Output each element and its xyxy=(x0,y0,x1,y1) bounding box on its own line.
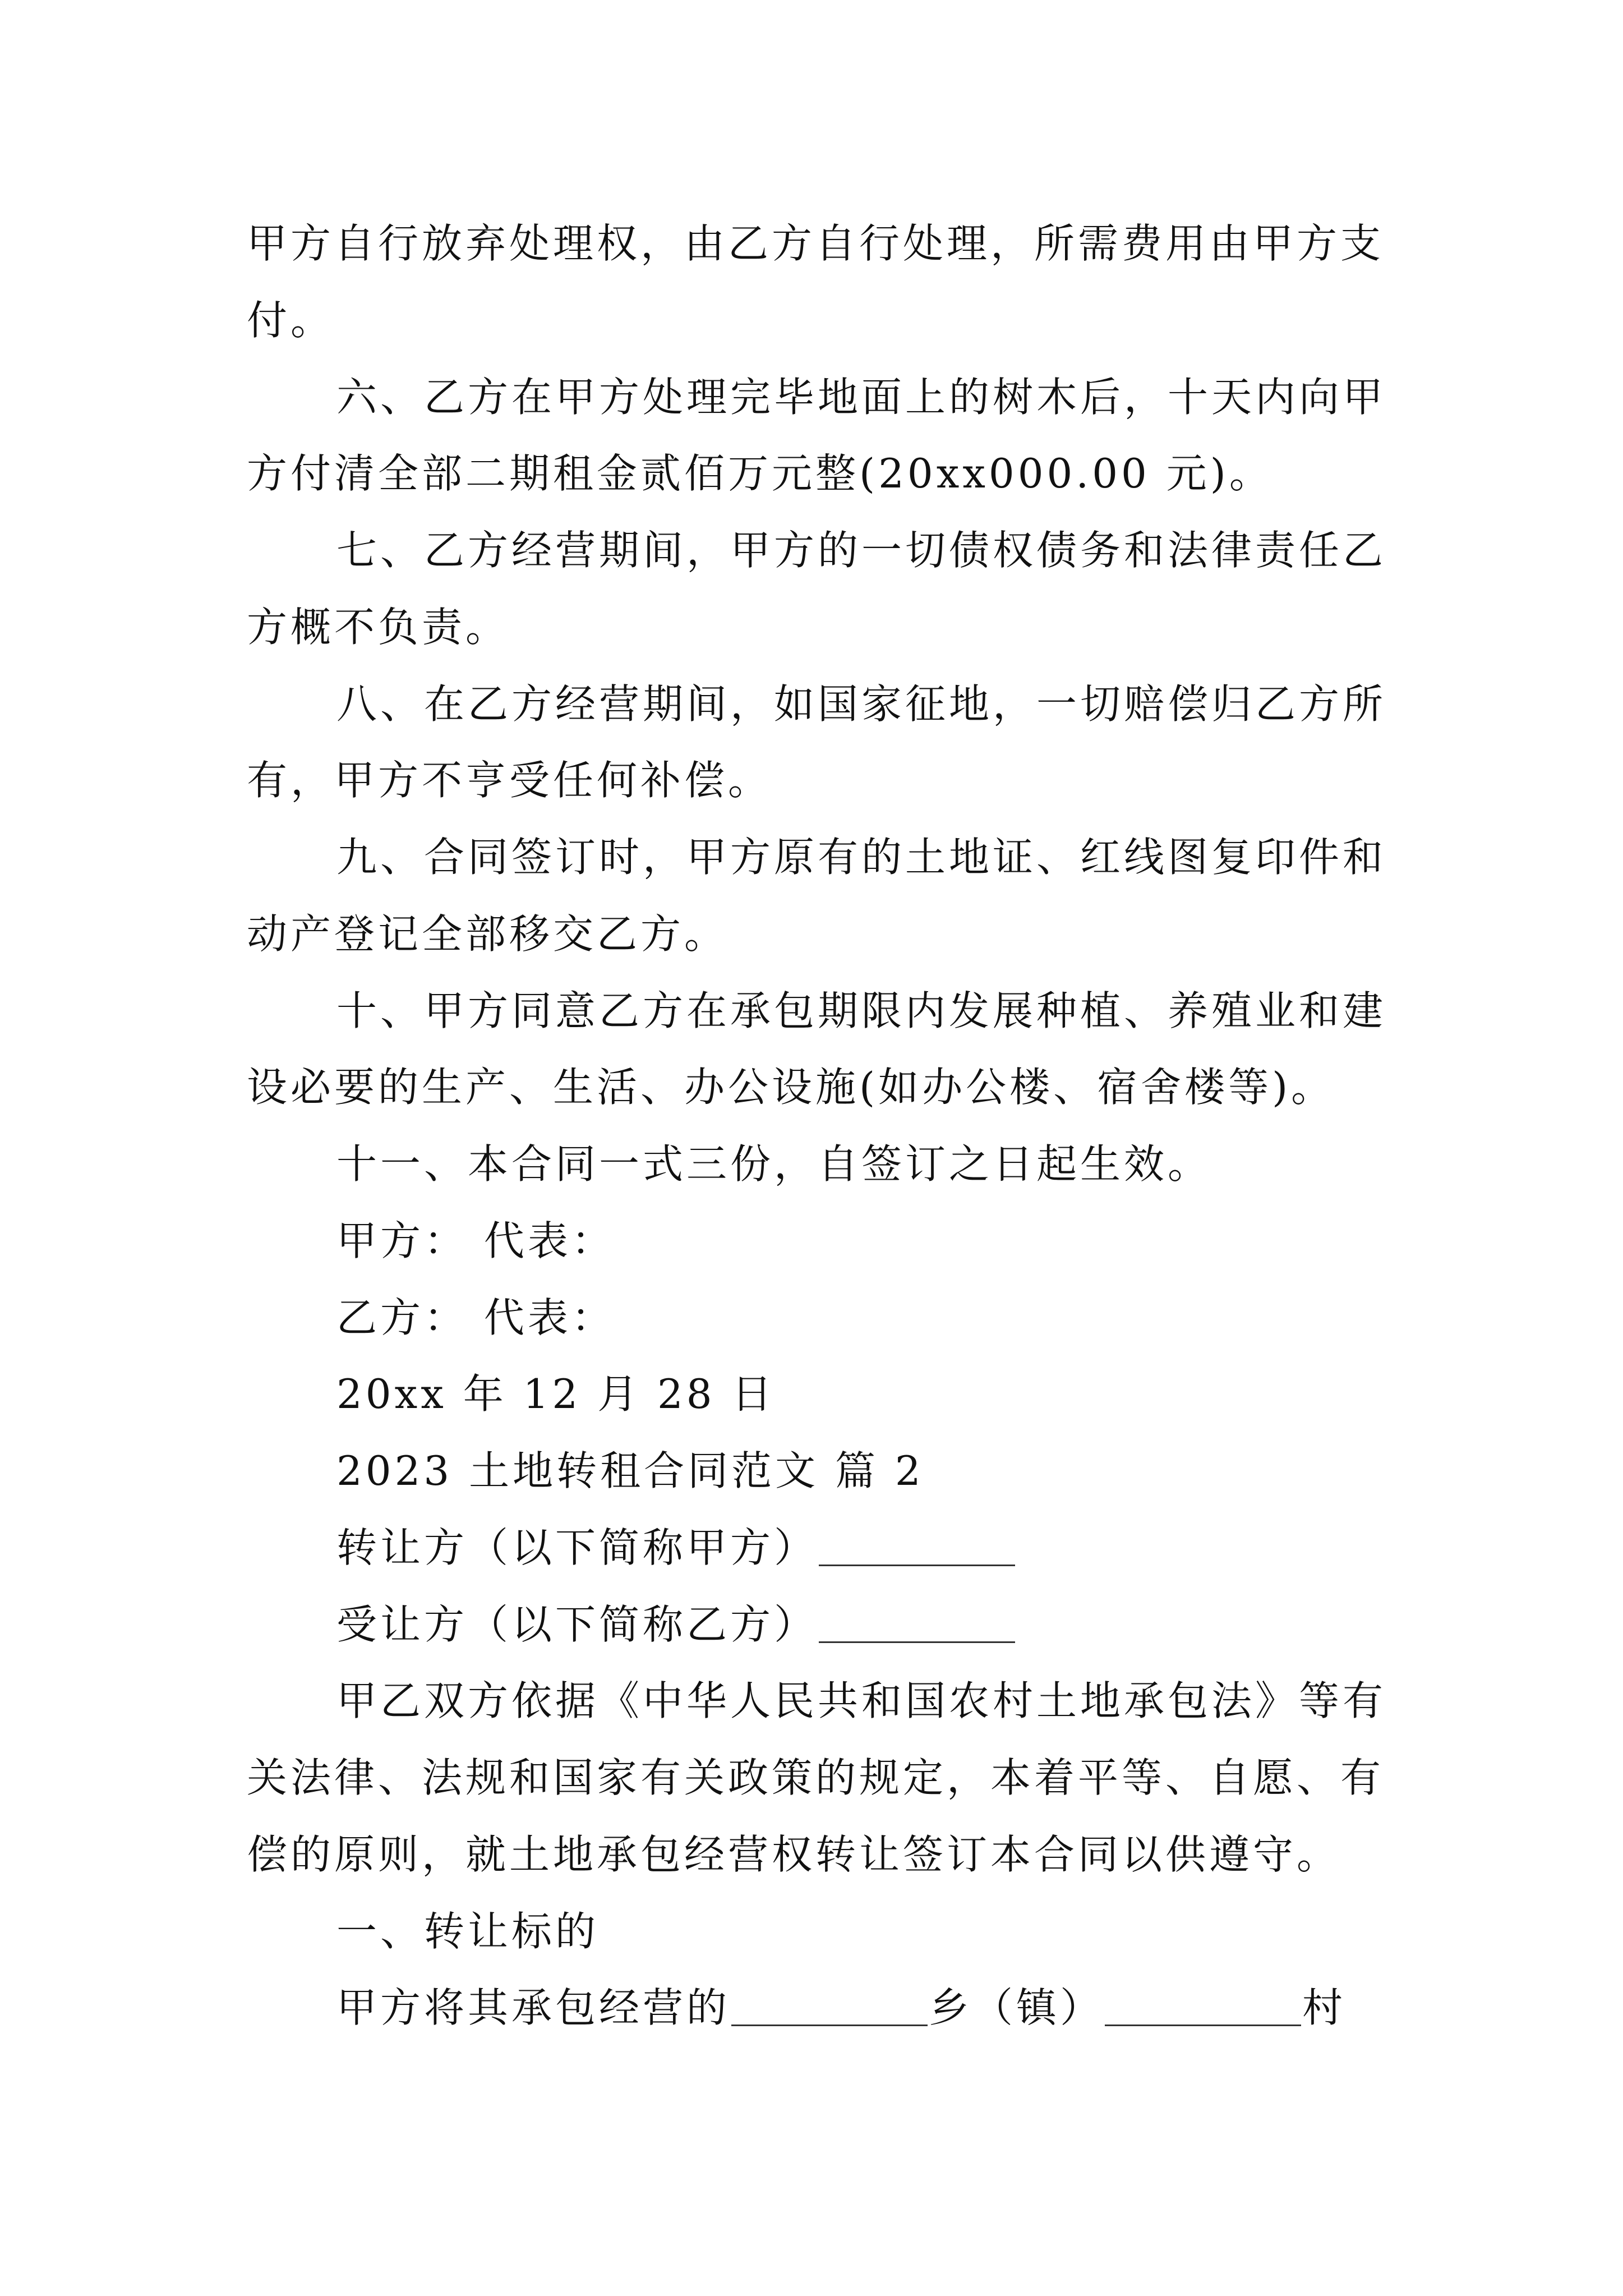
date-line: 20xx 年 12 月 28 日 xyxy=(336,1370,776,1418)
clause-6-line-2: 方付清全部二期租金贰佰万元整(20xx000.00 元)。 xyxy=(247,450,1273,497)
transferee-label: 受让方（以下简称乙方） xyxy=(336,1601,818,1648)
preamble-line-2: 关法律、法规和国家有关政策的规定，本着平等、自愿、有 xyxy=(247,1754,1385,1801)
clause-6-line-1: 六、乙方在甲方处理完毕地面上的树木后，十天内向甲 xyxy=(336,374,1387,421)
last-line-text-2: 乡（镇） xyxy=(929,1984,1104,2031)
article-1-heading: 一、转让标的 xyxy=(336,1908,600,1955)
transferor-blank xyxy=(819,1531,1015,1566)
preamble-line-3: 偿的原则，就土地承包经营权转让签订本合同以供遵守。 xyxy=(247,1831,1341,1878)
last-line-text-1: 甲方将其承包经营的 xyxy=(336,1984,731,2031)
party-a-signature-line: 甲方： 代表： xyxy=(336,1217,615,1264)
preamble-line-1: 甲乙双方依据《中华人民共和国农村土地承包法》等有 xyxy=(336,1677,1387,1724)
clause-10-line-1: 十、甲方同意乙方在承包期限内发展种植、养殖业和建 xyxy=(336,987,1387,1034)
transferee-blank xyxy=(819,1608,1015,1643)
transferee-line xyxy=(336,1601,1016,1648)
clause-9-line-1: 九、合同签订时，甲方原有的土地证、红线图复印件和 xyxy=(336,834,1387,881)
village-blank xyxy=(1105,1991,1301,2026)
clause-10-line-2: 设必要的生产、生活、办公设施(如办公楼、宿舍楼等)。 xyxy=(247,1064,1335,1111)
clause-9-line-2: 动产登记全部移交乙方。 xyxy=(247,910,728,958)
clause-11-line: 十一、本合同一式三份，自签订之日起生效。 xyxy=(336,1140,1212,1188)
clause-8-line-2: 有，甲方不亨受任何补偿。 xyxy=(247,757,772,804)
section-title: 2023 土地转租合同范文 篇 2 xyxy=(336,1447,924,1494)
transferor-line xyxy=(336,1524,1016,1571)
transferor-label: 转让方（以下简称甲方） xyxy=(336,1524,818,1571)
article-1-text xyxy=(336,1984,1347,2031)
clause-7-line-2: 方概不负责。 xyxy=(247,604,510,651)
text-line: 付。 xyxy=(247,297,335,344)
party-b-signature-line: 乙方： 代表： xyxy=(336,1294,615,1341)
text-line: 甲方自行放弃处理权，由乙方自行处理，所需费用由甲方支 xyxy=(247,220,1385,267)
township-blank xyxy=(731,1991,928,2026)
clause-8-line-1: 八、在乙方经营期间，如国家征地，一切赔偿归乙方所 xyxy=(336,680,1387,728)
last-line-text-3: 村 xyxy=(1302,1984,1347,2031)
clause-7-line-1: 七、乙方经营期间，甲方的一切债权债务和法律责任乙 xyxy=(336,527,1387,574)
